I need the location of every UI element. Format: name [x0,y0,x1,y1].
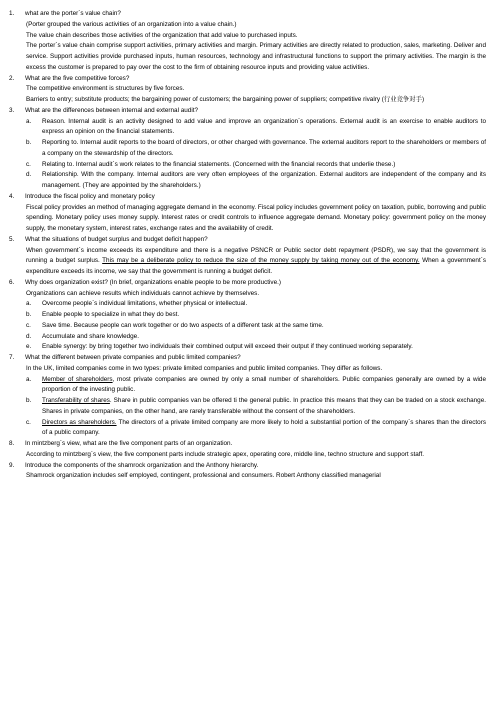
list-marker: b. [26,397,32,404]
answer-paragraph: The competitive environment is structures by five forces. [26,85,185,93]
list-text: Reason. Internal audit is an activity designed to add value and improve an organization`s operations. External audit is an exercise to enable auditors to express an opinion on the financial statements. [42,117,486,136]
question-title: What the different between private companies and public limited companies? [25,354,241,361]
list-marker: d. [26,332,32,340]
question-5 [9,235,486,246]
list-text [42,396,486,418]
question-8 [9,439,486,450]
question-title: Introduce the fiscal policy and monetary policy [25,192,155,200]
list-text-body: The directors of a private limited company are more likely to hold a substantial portion of the company`s shares than the directors of a public company. [42,418,486,437]
question-7 [9,353,486,364]
answer-paragraph: In the UK, limited companies come in two types: private limited companies and public limited companies. They differ as follows. [26,364,383,372]
question-title: what are the porter`s value chain? [25,10,121,17]
list-item [9,332,486,343]
list-text: Reporting to. Internal audit reports to the board of directors, or other charged with governance. The external auditors report to the shareholders or members of a company on the stewardship of the directors. [42,139,486,157]
list-text: Accumulate and share knowledge. [42,332,139,340]
list-item [9,299,486,310]
question-2 [9,74,486,85]
answer-text: When government`s income exceeds its expenditure and there is a negative PSNCR or Public sector debt repayment (PSDR), we say that the government is running a budget surplus. [26,246,486,265]
list-item [9,170,486,192]
list-text-body: , most private companies are owned by only a small number of shareholders. Public companies generally are owned by a wide proportion of the investing public. [42,375,486,394]
underlined-term: Directors as shareholders. [42,418,117,426]
question-number: 7. [9,354,15,361]
list-item [9,310,486,321]
answer-text: When a government`s expenditure exceeds its income, we say that the government is running a budget deficit. [26,257,486,275]
answer-paragraph: Shamrock organization includes self employed, contingent, professional and consumers. Robert Anthony classified managerial [26,472,381,480]
question-4 [9,192,486,203]
list-text: Save time. Because people can work together or do two aspects of a different task at the same time. [42,321,324,329]
list-marker: d. [26,171,32,179]
question-number: 4. [9,192,15,200]
list-marker: a. [26,375,32,383]
list-item [9,342,486,353]
list-marker: c. [26,160,31,168]
list-marker: c. [26,418,31,426]
list-item [9,138,486,160]
answer-paragraph: The porter`s value chain comprise support activities, primary activities and margin. Primary activities are directly related to production, sales, marketing. Deliver and service. Support activities provide purchased inputs, human resources, technology and infrastructural functions to support the primary activities. The margin is the excess the customer is prepared to pay over the cost to the firm of obtaining resource inputs and providing value activities. [26,42,486,71]
list-item [9,375,486,397]
question-title: What are the five competitive forces? [25,74,130,82]
question-title: What are the differences between internal and external audit? [25,106,199,114]
list-item [9,117,486,139]
list-text [42,418,486,440]
list-marker: c. [26,321,31,329]
list-text [42,375,486,397]
question-title: In mintzberg`s view, what are the five component parts of an organization. [25,440,233,447]
question-number: 2. [9,74,15,82]
answer-paragraph [9,246,486,278]
answer-paragraph: According to mintzberg`s view, the five component parts include strategic apex, operating core, middle line, techno structure and support staff. [26,450,424,458]
question-title: Why does organization exist? (In brief, organizations enable people to be more productive.) [25,278,282,286]
list-text: Overcome people`s individual limitations, whether physical or intellectual. [42,300,248,308]
answer-paragraph: The value chain describes those activities of the organization that add value to purchased inputs. [26,31,298,39]
question-number: 6. [9,278,15,286]
answer-paragraph: (Porter grouped the various activities of an organization into a value chain.) [26,20,237,28]
list-text: Relationship. With the company. Internal auditors are very often employees of the organization. External auditors are independent of the company and its management. (They are appointed by the shareholders.) [42,171,486,189]
answer-paragraph: Fiscal policy provides an method of managing aggregate demand in the economy. Fiscal policy includes government policy on taxation, public, borrowing and public spending. Monetary policy uses money supply. Interest rates or credit controls to influence aggregate demand. Monetary policy: government policy on the money supply, the monetary system, interest rates, exchange rates and the availability of credit. [26,203,486,232]
question-9 [9,461,486,472]
question-title: What the situations of budget surplus and budget deficit happen? [25,235,208,243]
answer-paragraph: Barriers to entry; substitute products; the bargaining power of customers; the bargaining power of suppliers; competitive rivalry (行业竞争对手) [26,96,425,103]
question-1 [9,9,486,20]
list-item [9,396,486,418]
list-marker: a. [26,300,32,308]
list-text: Enable people to specialize in what they do best. [42,311,180,318]
list-marker: e. [26,343,32,351]
list-item [9,418,486,440]
underlined-text: This may be a deliberate policy to reduce the size of the money supply by taking money out of the economy. [102,257,420,265]
underlined-term: Member of shareholders [42,375,113,383]
question-number: 8. [9,440,15,447]
question-title: Introduce the components of the shamrock organization and the Anthony hierarchy. [25,461,259,469]
question-number: 9. [9,461,15,469]
list-marker: a. [26,117,32,125]
answer-paragraph: Organizations can achieve results which individuals cannot achieve by themselves. [26,289,260,297]
list-marker: b. [26,311,32,318]
question-number: 3. [9,106,15,114]
list-item [9,160,486,171]
list-marker: b. [26,139,32,146]
underlined-term: Transferability of shares [42,397,110,404]
list-text: Enable synergy: by bring together two individuals their combined output will exceed their output if they continued working separately. [42,343,413,351]
list-text: Relating to. Internal audit`s work relates to the financial statements. (Concerned with the financial records that underlie these.) [42,160,396,168]
list-text-body: . Share in public companies van be offered ti the general public. In practice this means that they can be traded on a stock exchange. Shares in private companies, on the other hand, are rarely transferable without the consent of the shareholders. [42,397,486,415]
question-number: 1. [9,10,15,17]
list-item [9,321,486,332]
question-3 [9,106,486,117]
question-number: 5. [9,235,15,243]
question-6 [9,278,486,289]
